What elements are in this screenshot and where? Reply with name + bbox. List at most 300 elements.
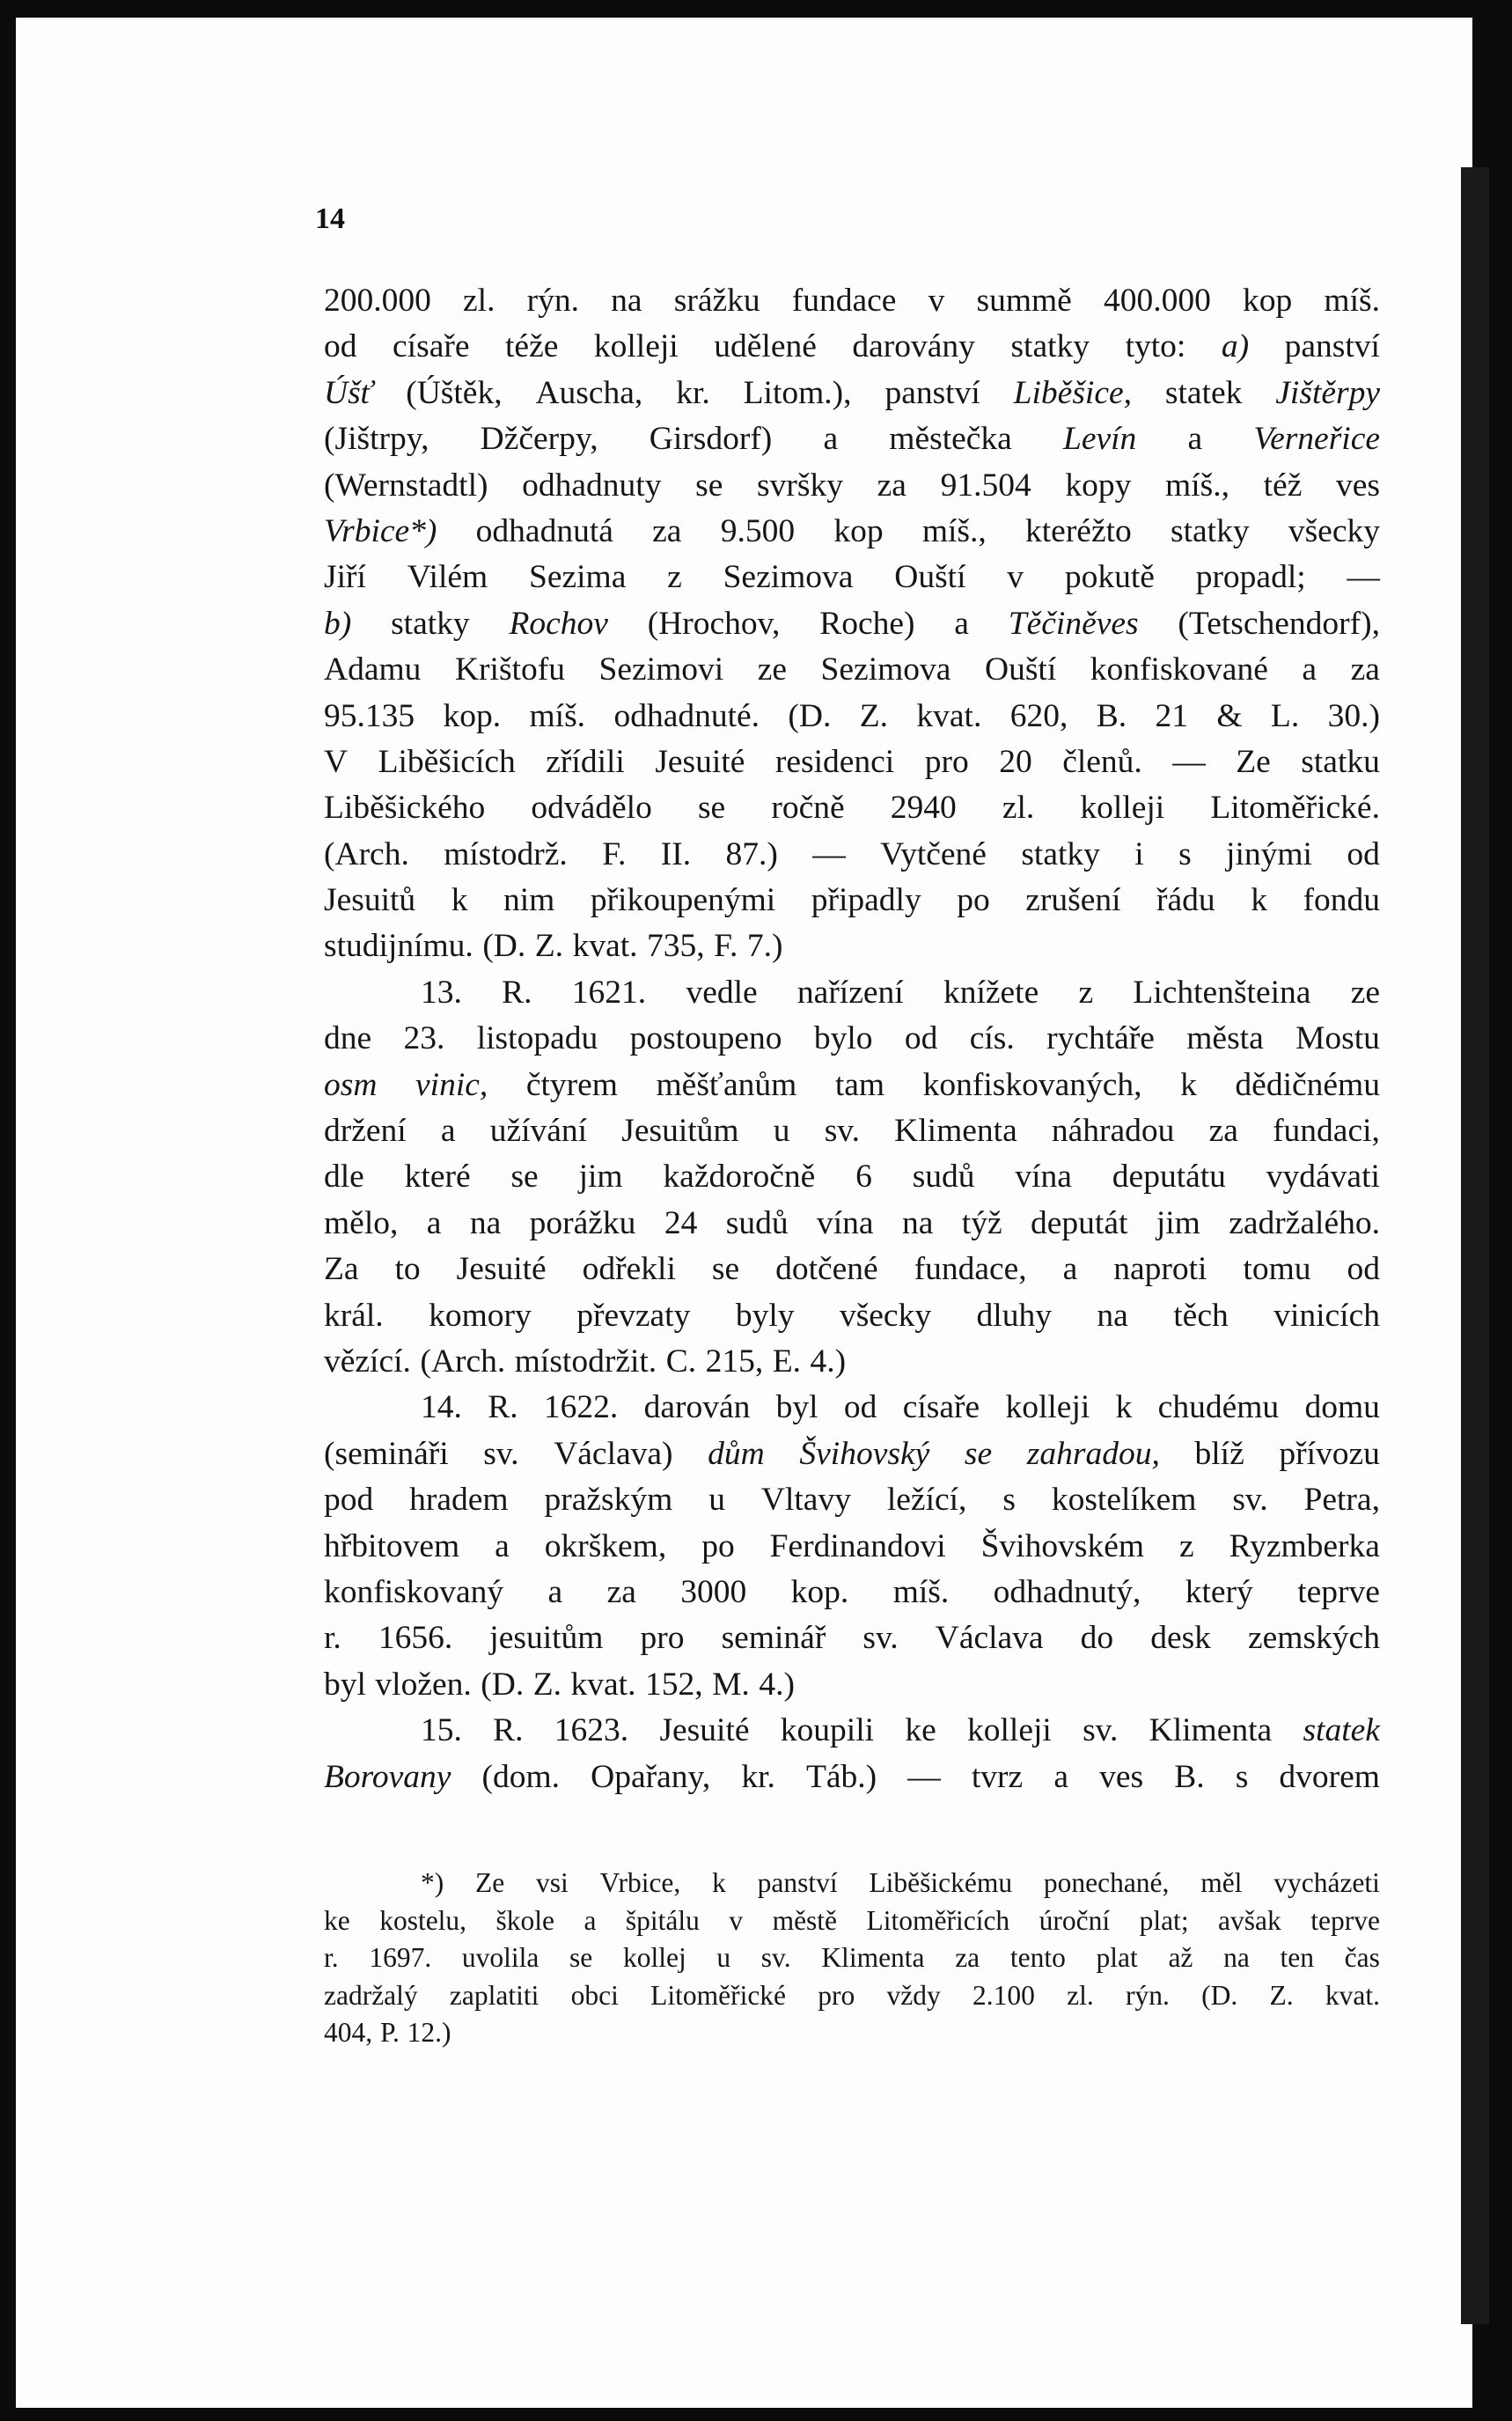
word: pod bbox=[324, 1482, 374, 1519]
word: se bbox=[695, 467, 723, 504]
word: se bbox=[697, 790, 726, 827]
word: 6 bbox=[855, 1159, 872, 1196]
word: dne bbox=[324, 1020, 372, 1057]
word: Jištěrpy bbox=[1275, 374, 1380, 411]
word: pro bbox=[924, 743, 969, 780]
word: které bbox=[404, 1159, 471, 1196]
word: (Hrochov, bbox=[647, 605, 781, 642]
word: u bbox=[716, 1942, 731, 1973]
word: ze bbox=[1350, 974, 1380, 1011]
word: tomu bbox=[1243, 1251, 1311, 1288]
word: kopy bbox=[1065, 467, 1132, 504]
word: Václava) bbox=[554, 1435, 673, 1472]
word: Ouští bbox=[984, 651, 1057, 688]
word: teprve bbox=[1310, 1904, 1380, 1936]
word: — bbox=[1172, 743, 1206, 780]
word: (Tetschendorf), bbox=[1178, 605, 1380, 642]
footnote-line bbox=[324, 1902, 1380, 1940]
word: 152, bbox=[644, 1666, 703, 1703]
word: 2.100 bbox=[973, 1979, 1035, 2011]
word: 9.500 bbox=[720, 512, 796, 549]
word: Táb.) bbox=[806, 1758, 877, 1795]
word: zaplatiti bbox=[449, 1979, 539, 2011]
word: B. bbox=[1174, 1758, 1205, 1795]
word: obci bbox=[570, 1979, 619, 2011]
word: kop. bbox=[790, 1573, 849, 1610]
word: L. bbox=[1270, 697, 1300, 734]
word: (Úštěk, bbox=[406, 374, 503, 411]
word: (dom. bbox=[481, 1758, 561, 1795]
word: seminář bbox=[721, 1620, 826, 1657]
word: a bbox=[954, 605, 969, 642]
word: Petra, bbox=[1303, 1482, 1380, 1519]
word: dle bbox=[324, 1159, 364, 1196]
word: se bbox=[711, 1251, 740, 1288]
word: (Arch. bbox=[324, 835, 409, 872]
body-line bbox=[324, 832, 1380, 878]
body-line bbox=[324, 509, 1380, 555]
word: míš., bbox=[921, 512, 987, 549]
word: osm bbox=[324, 1066, 378, 1103]
word: Klimenta bbox=[821, 1942, 925, 1973]
word: (D. bbox=[482, 928, 526, 965]
word: připadly bbox=[811, 882, 921, 919]
scan-edge bbox=[1461, 167, 1489, 2324]
word: na bbox=[469, 1204, 502, 1241]
body-line bbox=[324, 1201, 1380, 1247]
word: postoupeno bbox=[629, 1020, 782, 1057]
word: Úšť bbox=[324, 374, 373, 411]
word: sv. bbox=[862, 1620, 899, 1657]
word: Ze bbox=[1236, 743, 1271, 780]
word: až bbox=[1168, 1942, 1193, 1973]
word: Verneřice bbox=[1253, 421, 1380, 458]
word: kollej bbox=[622, 1942, 686, 1973]
word: Z. bbox=[859, 697, 889, 734]
word: 1656. bbox=[378, 1620, 453, 1657]
word: Jesuité bbox=[456, 1251, 547, 1288]
word: Jesuitům bbox=[621, 1113, 739, 1150]
word: zahradou, bbox=[1026, 1435, 1160, 1472]
word: odhadnuty bbox=[522, 467, 662, 504]
word: (Arch. bbox=[420, 1343, 506, 1380]
body-line bbox=[324, 740, 1380, 785]
word: vinicích bbox=[1273, 1297, 1380, 1334]
word: vsi bbox=[536, 1867, 569, 1898]
word: kvat. bbox=[916, 697, 982, 734]
word: 1622. bbox=[543, 1389, 619, 1426]
word: blíž bbox=[1194, 1435, 1244, 1472]
word: sv. bbox=[760, 1942, 791, 1973]
word: kr. bbox=[676, 374, 710, 411]
word: za bbox=[955, 1942, 980, 1973]
word: odhadnuté. bbox=[613, 697, 760, 734]
body-line bbox=[324, 1016, 1380, 1062]
word: pro bbox=[640, 1620, 685, 1657]
footnote-line bbox=[324, 1939, 1380, 1977]
word: špitálu bbox=[625, 1904, 700, 1936]
word: kteréžto bbox=[1025, 512, 1132, 549]
body-line bbox=[324, 785, 1380, 831]
word: 95.135 bbox=[324, 697, 415, 734]
body-line bbox=[324, 1755, 1380, 1800]
body-line bbox=[324, 1570, 1380, 1615]
word: 735, bbox=[647, 928, 705, 965]
word: k bbox=[1180, 1066, 1197, 1103]
body-line bbox=[324, 647, 1380, 693]
word: těch bbox=[1173, 1297, 1229, 1334]
word: kr. bbox=[741, 1758, 775, 1795]
word: v bbox=[1007, 559, 1024, 596]
word: deputát bbox=[1031, 1204, 1128, 1241]
word: zl. bbox=[463, 283, 495, 319]
word: jinými bbox=[1226, 835, 1312, 872]
word: V bbox=[324, 743, 349, 780]
word: a bbox=[584, 1904, 597, 1936]
word: rychtáře bbox=[1046, 1020, 1155, 1057]
word: studijnímu. bbox=[324, 928, 473, 965]
word: R. bbox=[493, 1712, 524, 1749]
word: ponechané, bbox=[1043, 1867, 1170, 1898]
word: uvolila bbox=[461, 1942, 539, 1973]
word: škole bbox=[495, 1904, 555, 1936]
body-line bbox=[324, 324, 1380, 370]
word: vždy bbox=[886, 1979, 941, 2011]
word: čas bbox=[1344, 1942, 1380, 1973]
word: Sezimova bbox=[723, 559, 854, 596]
word: 404, bbox=[324, 2017, 373, 2048]
word: po bbox=[957, 882, 990, 919]
word: 400.000 bbox=[1103, 283, 1211, 319]
word: ves bbox=[1336, 467, 1380, 504]
word: zl. bbox=[1002, 790, 1035, 827]
word: všecky bbox=[1288, 512, 1380, 549]
word: všecky bbox=[839, 1297, 932, 1334]
word: užívání bbox=[489, 1113, 588, 1150]
word: držení bbox=[324, 1113, 407, 1150]
word: M. bbox=[712, 1666, 750, 1703]
word: od bbox=[1347, 1251, 1380, 1288]
word: Vilém bbox=[407, 559, 488, 596]
word: a bbox=[547, 1573, 563, 1610]
word: udělené bbox=[714, 328, 817, 365]
word: rýn. bbox=[1126, 1979, 1170, 2011]
word: B. bbox=[1096, 697, 1127, 734]
word: císaře bbox=[902, 1389, 980, 1426]
word: do bbox=[1080, 1620, 1114, 1657]
word: na bbox=[611, 283, 642, 319]
body-line bbox=[324, 1615, 1380, 1661]
word: (D. bbox=[788, 697, 832, 734]
word: a bbox=[495, 1527, 510, 1564]
word: měl bbox=[1200, 1867, 1243, 1898]
footnote-line bbox=[324, 1977, 1380, 2015]
word: dědičnému bbox=[1235, 1066, 1380, 1103]
word: dotčené bbox=[775, 1251, 878, 1288]
word: (D. bbox=[481, 1666, 525, 1703]
word: kolleji bbox=[1005, 1389, 1090, 1426]
word: 215, bbox=[705, 1343, 764, 1380]
word: tvrz bbox=[971, 1758, 1024, 1795]
word: ke bbox=[324, 1904, 350, 1936]
body-line bbox=[324, 1063, 1380, 1108]
word: kvat. bbox=[570, 1666, 636, 1703]
word: 4.) bbox=[810, 1343, 847, 1380]
word: darovány bbox=[852, 328, 975, 365]
word: který bbox=[1185, 1573, 1253, 1610]
word: u bbox=[708, 1482, 725, 1519]
word: konfiskovaný bbox=[324, 1573, 504, 1610]
word: ke bbox=[905, 1712, 936, 1749]
word: (Wernstadtl) bbox=[324, 467, 488, 504]
word: přikoupenými bbox=[590, 882, 776, 919]
word: byly bbox=[735, 1297, 795, 1334]
word: se bbox=[510, 1159, 539, 1196]
word: desk bbox=[1150, 1620, 1211, 1657]
word: kvat. bbox=[1325, 1979, 1380, 2011]
word: *) bbox=[421, 1867, 444, 1898]
word: jim bbox=[1156, 1204, 1200, 1241]
word: bylo bbox=[813, 1020, 873, 1057]
word: rýn. bbox=[526, 283, 580, 319]
word: zl. bbox=[1067, 1979, 1094, 2011]
word: kop. bbox=[443, 697, 502, 734]
word: a bbox=[440, 1113, 456, 1150]
word: z bbox=[1078, 974, 1094, 1011]
word: měšťanům bbox=[656, 1066, 797, 1103]
word: ležící, bbox=[886, 1482, 967, 1519]
word: konfiskovaných, bbox=[922, 1066, 1142, 1103]
body-line bbox=[324, 878, 1380, 924]
word: vězící. bbox=[324, 1343, 411, 1380]
word: nařízení bbox=[796, 974, 904, 1011]
body-line bbox=[324, 1108, 1380, 1154]
word: za bbox=[1208, 1113, 1238, 1150]
word: residenci bbox=[774, 743, 895, 780]
word: Liběšickému bbox=[869, 1867, 1013, 1898]
word: F. bbox=[602, 835, 627, 872]
word: zřídili bbox=[546, 743, 625, 780]
word: městě bbox=[772, 1904, 838, 1936]
word: Z. bbox=[1269, 1979, 1294, 2011]
body-line bbox=[324, 463, 1380, 509]
word: 1697. bbox=[369, 1942, 432, 1973]
word: dům bbox=[708, 1435, 765, 1472]
word: Václava bbox=[935, 1620, 1044, 1657]
word: Opařany, bbox=[591, 1758, 711, 1795]
word: kop bbox=[833, 512, 884, 549]
word: a bbox=[1053, 1758, 1068, 1795]
word: Adamu bbox=[324, 651, 422, 688]
word: avšak bbox=[1218, 1904, 1281, 1936]
footnote-line bbox=[324, 2014, 1380, 2052]
word: vinic, bbox=[415, 1066, 488, 1103]
word: cís. bbox=[969, 1020, 1015, 1057]
word: v bbox=[729, 1904, 744, 1936]
word: pražským bbox=[544, 1482, 673, 1519]
word: 200.000 bbox=[324, 283, 431, 319]
word: císaře bbox=[393, 328, 470, 365]
word: E. bbox=[772, 1343, 801, 1380]
word: vydávati bbox=[1266, 1159, 1380, 1196]
word: Liběšického bbox=[324, 790, 486, 827]
word: kostelíkem bbox=[1051, 1482, 1197, 1519]
word: města bbox=[1186, 1020, 1264, 1057]
word: za bbox=[877, 467, 906, 504]
word: 91.504 bbox=[940, 467, 1031, 504]
word: r. bbox=[324, 1942, 339, 1973]
word: summě bbox=[976, 283, 1072, 319]
word: vedle bbox=[686, 974, 758, 1011]
body-line bbox=[324, 1154, 1380, 1200]
word: se bbox=[569, 1942, 593, 1973]
word: odhadnutá bbox=[475, 512, 613, 549]
word: 24 bbox=[664, 1204, 698, 1241]
word: statky bbox=[1021, 835, 1100, 872]
word: členů. bbox=[1062, 743, 1142, 780]
word: od bbox=[843, 1389, 877, 1426]
word: od bbox=[324, 328, 357, 365]
word: dluhy bbox=[976, 1297, 1052, 1334]
word: koupili bbox=[780, 1712, 875, 1749]
word: jesuitům bbox=[489, 1620, 604, 1657]
word: srážku bbox=[673, 283, 760, 319]
word: chudému bbox=[1157, 1389, 1280, 1426]
word: k bbox=[1251, 882, 1267, 919]
word: statky bbox=[1010, 328, 1090, 365]
word: 620, bbox=[1009, 697, 1068, 734]
word: Rochov bbox=[509, 605, 608, 642]
word: s bbox=[1002, 1482, 1016, 1519]
body-line bbox=[324, 555, 1380, 600]
word: Ouští bbox=[894, 559, 966, 596]
word: r. bbox=[324, 1620, 341, 1657]
word: Vrbice*) bbox=[324, 512, 437, 549]
word: a bbox=[823, 421, 839, 458]
word: tam bbox=[834, 1066, 885, 1103]
body-line bbox=[324, 416, 1380, 462]
word: statky bbox=[391, 605, 470, 642]
word: i bbox=[1134, 835, 1144, 872]
word: 12.) bbox=[407, 2017, 451, 2048]
word: v bbox=[928, 283, 945, 319]
word: b) bbox=[324, 605, 352, 642]
word: Jesuitů bbox=[324, 882, 416, 919]
word: k bbox=[1115, 1389, 1133, 1426]
word: z bbox=[1178, 1527, 1194, 1564]
word: R. bbox=[488, 1389, 518, 1426]
word: každoročně bbox=[663, 1159, 816, 1196]
word: 20 bbox=[999, 743, 1032, 780]
body-line bbox=[324, 1662, 1380, 1708]
word: zadržalého. bbox=[1229, 1204, 1380, 1241]
word: odvádělo bbox=[531, 790, 652, 827]
word: po bbox=[701, 1527, 735, 1564]
word: se bbox=[964, 1435, 993, 1472]
word: Švihovský bbox=[799, 1435, 930, 1472]
word: svršky bbox=[757, 467, 843, 504]
body-line bbox=[324, 1385, 1380, 1431]
word: nim bbox=[503, 882, 555, 919]
word: míš., bbox=[1165, 467, 1229, 504]
body-line bbox=[324, 1339, 1380, 1385]
word: — bbox=[812, 835, 846, 872]
word: též bbox=[1263, 467, 1303, 504]
word: k bbox=[451, 882, 468, 919]
body-line bbox=[324, 1708, 1380, 1754]
word: konfiskované bbox=[1090, 651, 1268, 688]
word: pokutě bbox=[1064, 559, 1155, 596]
word: za bbox=[652, 512, 682, 549]
word: statky bbox=[1171, 512, 1250, 549]
body-line bbox=[324, 1431, 1380, 1477]
word: vína bbox=[816, 1204, 874, 1241]
word: dvorem bbox=[1279, 1758, 1380, 1795]
word: Girsdorf) bbox=[649, 421, 773, 458]
word: P. bbox=[379, 2017, 400, 2048]
word: statku bbox=[1301, 743, 1380, 780]
word: Jesuité bbox=[655, 743, 745, 780]
word: na bbox=[901, 1204, 934, 1241]
footnote-line bbox=[324, 1865, 1380, 1902]
word: z bbox=[667, 559, 682, 596]
word: statek bbox=[1164, 374, 1243, 411]
word: k bbox=[712, 1867, 726, 1898]
body-line bbox=[324, 1293, 1380, 1339]
word: Litoměřické bbox=[650, 1979, 787, 2011]
word: 3000 bbox=[680, 1573, 747, 1610]
word: mělo, bbox=[324, 1204, 399, 1241]
word: sv. bbox=[1232, 1482, 1268, 1519]
body-line bbox=[324, 601, 1380, 647]
word: a bbox=[426, 1204, 442, 1241]
word: 87.) bbox=[725, 835, 778, 872]
word: Litoměřické. bbox=[1210, 790, 1380, 827]
word: od bbox=[1347, 835, 1380, 872]
body-text bbox=[324, 278, 1380, 1800]
word: to bbox=[394, 1251, 421, 1288]
word: propadl; bbox=[1195, 559, 1306, 596]
word: deputátu bbox=[1112, 1159, 1226, 1196]
word: za bbox=[1350, 651, 1380, 688]
word: R. bbox=[502, 974, 532, 1011]
word: král. bbox=[324, 1297, 384, 1334]
word: 21 bbox=[1155, 697, 1188, 734]
word: sudů bbox=[912, 1159, 975, 1196]
word: zemských bbox=[1248, 1620, 1380, 1657]
word: Ryzmberka bbox=[1229, 1527, 1380, 1564]
word: čtyrem bbox=[525, 1066, 618, 1103]
word: teprve bbox=[1297, 1573, 1380, 1610]
word: vycházeti bbox=[1273, 1867, 1380, 1898]
word: a bbox=[1187, 421, 1203, 458]
word: vložen. bbox=[375, 1666, 472, 1703]
word: Jesuité bbox=[659, 1712, 750, 1749]
word: tyto: bbox=[1125, 328, 1186, 365]
word: převzaty bbox=[576, 1297, 691, 1334]
word: odhadnutý, bbox=[993, 1573, 1141, 1610]
word: kolleji bbox=[593, 328, 679, 365]
word: Klimenta bbox=[894, 1113, 1017, 1150]
word: hradem bbox=[409, 1482, 509, 1519]
word: jim bbox=[578, 1159, 623, 1196]
page-number: 14 bbox=[315, 202, 345, 235]
word: Vytčené bbox=[880, 835, 987, 872]
word: pro bbox=[818, 1979, 855, 2011]
word: ves bbox=[1099, 1758, 1144, 1795]
word: (semináři bbox=[324, 1435, 449, 1472]
word: a bbox=[1062, 1251, 1078, 1288]
